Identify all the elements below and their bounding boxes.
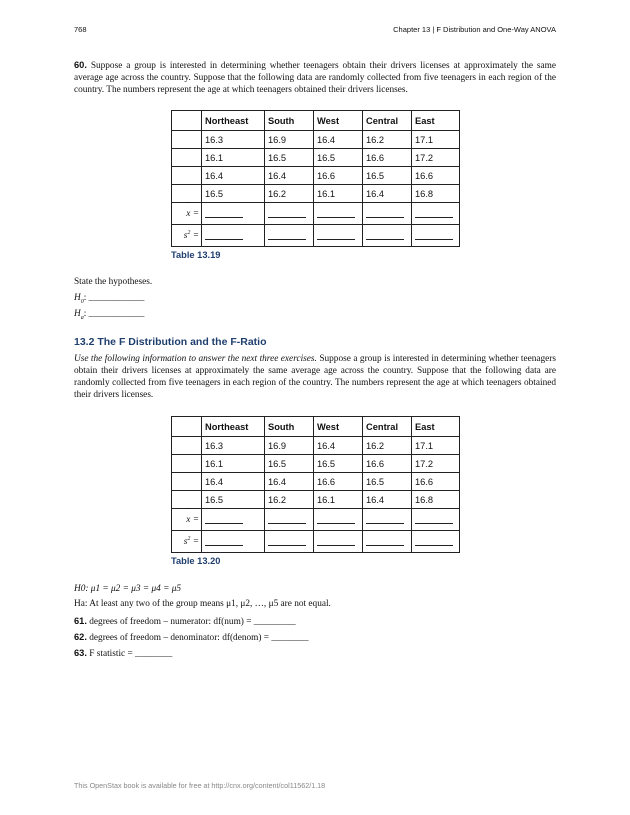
answer-blank xyxy=(366,230,404,240)
table-cell: 16.3 xyxy=(202,437,265,455)
table-cell: 16.5 xyxy=(265,455,314,473)
answer-blank xyxy=(317,208,355,218)
table-cell: 16.4 xyxy=(265,167,314,185)
answer-blank xyxy=(415,230,453,240)
table-cell: 16.6 xyxy=(314,167,363,185)
table-row xyxy=(172,185,460,203)
table-cell: 17.2 xyxy=(412,455,460,473)
xbar-row xyxy=(172,203,460,225)
table-cell: 16.6 xyxy=(363,455,412,473)
variance-row xyxy=(172,225,460,247)
table-cell: 16.4 xyxy=(202,167,265,185)
column-header: Northeast xyxy=(202,417,265,437)
column-header: West xyxy=(314,111,363,131)
table-cell: 16.4 xyxy=(363,185,412,203)
table-cell: 16.9 xyxy=(265,131,314,149)
problem-number: 60. xyxy=(74,60,87,70)
answer-blank xyxy=(205,230,243,240)
answer-blank xyxy=(268,514,306,524)
answer-blank xyxy=(415,208,453,218)
problem-text: Suppose a group is interested in determining whether teenagers obtain their drivers licenses at approximately the same average age across the country. Suppose that the following data are randomly collected from five teenagers in each region of the country. The numbers represent the age at which teenagers obtained their drivers licenses. xyxy=(74,61,556,95)
table-row xyxy=(172,131,460,149)
table-cell: 16.3 xyxy=(202,131,265,149)
table-cell: 16.4 xyxy=(363,491,412,509)
table-row xyxy=(172,491,460,509)
table-cell: 16.1 xyxy=(202,455,265,473)
table-cell: 16.6 xyxy=(363,149,412,167)
column-header: Northeast xyxy=(202,111,265,131)
answer-blank xyxy=(268,208,306,218)
table-cell: 16.5 xyxy=(363,473,412,491)
exercise-intro xyxy=(74,353,556,401)
section-title: 13.2 The F Distribution and the F-Ratio xyxy=(74,336,267,348)
answer-blank xyxy=(205,208,243,218)
table-row xyxy=(172,473,460,491)
answer-blank xyxy=(268,536,306,546)
table-cell: 16.6 xyxy=(412,473,460,491)
table-cell: 16.5 xyxy=(265,149,314,167)
answer-blank xyxy=(366,536,404,546)
column-header: West xyxy=(314,417,363,437)
table-cell: 16.8 xyxy=(412,185,460,203)
table-cell: 16.6 xyxy=(314,473,363,491)
xbar-label: ¯ x = xyxy=(172,203,202,225)
anova-alt-hypothesis: Ha: At least any two of the group means μ1, μ2, …, μ5 are not equal. xyxy=(74,599,331,609)
answer-blank xyxy=(415,514,453,524)
table-caption: Table 13.20 xyxy=(171,556,221,566)
table-cell: 16.8 xyxy=(412,491,460,509)
data-table-13-19 xyxy=(171,110,460,247)
answer-blank xyxy=(366,208,404,218)
table-cell: 16.4 xyxy=(314,437,363,455)
table-row xyxy=(172,437,460,455)
table-cell: 16.5 xyxy=(314,455,363,473)
column-header: Central xyxy=(363,111,412,131)
table-row xyxy=(172,455,460,473)
table-cell: 16.4 xyxy=(202,473,265,491)
table-cell: 16.5 xyxy=(202,491,265,509)
page-number: 768 xyxy=(74,25,87,34)
exercise-intro-italic: Use the following information to answer the next three exercises. xyxy=(74,354,317,364)
column-header: Central xyxy=(363,417,412,437)
table-cell: 16.6 xyxy=(412,167,460,185)
table-caption: Table 13.19 xyxy=(171,250,221,260)
data-table-13-20 xyxy=(171,416,460,553)
table-cell: 16.4 xyxy=(314,131,363,149)
table-cell: 16.2 xyxy=(265,491,314,509)
alt-hypothesis-line: $H_a$: ____________ xyxy=(74,309,145,321)
answer-blank xyxy=(317,514,355,524)
null-hypothesis-line: $H_0$: ____________ xyxy=(74,293,145,305)
variance-row xyxy=(172,531,460,553)
exercise-intro-text: Suppose a group is interested in determining whether teenagers obtain their drivers licenses at approximately the same average age across the country. Suppose that the following data are randomly collected from five teenagers in each region of the country. The numbers represent the age at which teenagers obtained their drivers licenses. xyxy=(74,354,556,400)
answer-blank xyxy=(205,514,243,524)
column-header: South xyxy=(265,111,314,131)
table-header-row xyxy=(172,417,460,437)
table-cell: 16.1 xyxy=(314,185,363,203)
table-row xyxy=(172,167,460,185)
answer-blank xyxy=(205,536,243,546)
hypotheses-prompt: State the hypotheses. xyxy=(74,277,153,287)
question-63: 63. F statistic = ________ xyxy=(74,648,173,659)
table-cell: 17.1 xyxy=(412,131,460,149)
table-cell: 16.2 xyxy=(265,185,314,203)
table-header-row xyxy=(172,111,460,131)
table-cell: 17.1 xyxy=(412,437,460,455)
table-cell: 17.2 xyxy=(412,149,460,167)
table-cell: 16.1 xyxy=(202,149,265,167)
problem-60 xyxy=(74,59,556,96)
table-cell: 16.9 xyxy=(265,437,314,455)
answer-blank xyxy=(317,230,355,240)
question-62: 62. degrees of freedom – denominator: df(denom) = ________ xyxy=(74,632,309,643)
table-cell: 16.2 xyxy=(363,131,412,149)
answer-blank xyxy=(366,514,404,524)
table-cell: 16.2 xyxy=(363,437,412,455)
column-header: East xyxy=(412,417,460,437)
table-cell: 16.5 xyxy=(363,167,412,185)
chapter-header: Chapter 13 | F Distribution and One-Way ANOVA xyxy=(393,25,556,34)
table-cell: 16.1 xyxy=(314,491,363,509)
table-cell: 16.5 xyxy=(202,185,265,203)
xbar-label: ¯ x = xyxy=(172,509,202,531)
question-61: 61. degrees of freedom – numerator: df(num) = _________ xyxy=(74,616,296,627)
table-cell: 16.5 xyxy=(314,149,363,167)
column-header: South xyxy=(265,417,314,437)
anova-null-hypothesis: H0: μ1 = μ2 = μ3 = μ4 = μ5 xyxy=(74,584,182,594)
answer-blank xyxy=(268,230,306,240)
page-footer: This OpenStax book is available for free at http://cnx.org/content/col11562/1.18 xyxy=(74,781,326,790)
table-row xyxy=(172,149,460,167)
answer-blank xyxy=(415,536,453,546)
variance-label: $s^2$ = xyxy=(172,225,202,247)
column-header: East xyxy=(412,111,460,131)
xbar-row xyxy=(172,509,460,531)
answer-blank xyxy=(317,536,355,546)
table-cell: 16.4 xyxy=(265,473,314,491)
variance-label: $s^2$ = xyxy=(172,531,202,553)
